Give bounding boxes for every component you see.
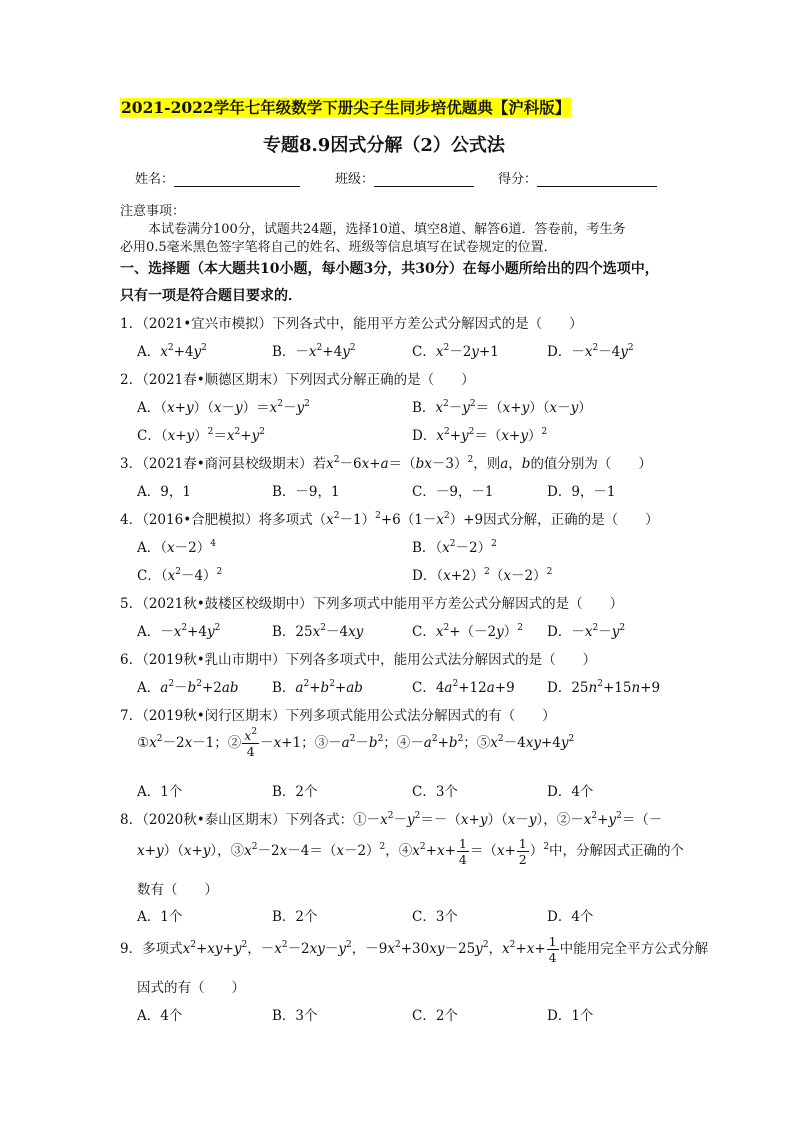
q8-option-b[interactable]: B．2个	[272, 909, 318, 925]
q3-option-c[interactable]: C．－9，－1	[412, 484, 494, 500]
fraction: $\frac{1}{2}$	[518, 836, 527, 867]
q5-option-b[interactable]: B．$25x^2-4xy$	[272, 623, 364, 640]
q5-option-d[interactable]: D．$-x^2-y^2$	[547, 623, 626, 640]
q8-option-a[interactable]: A．1个	[137, 909, 183, 925]
q9-option-b[interactable]: B．3个	[272, 1008, 318, 1024]
page-title: 专题8.9因式分解（2）公式法	[263, 135, 505, 156]
question-9-stem: 9．多项式$x^2+xy+y^2$，$-x^2-2xy-y^2$，$-9x^2+30xy-25y^2$，$x^2+x+$ $\frac{1}{4}$ 中能用完全平方公式分解	[120, 934, 709, 965]
name-label: 姓名：	[135, 172, 175, 187]
q4-option-c[interactable]: C．$(x^2-4)^2$	[137, 567, 223, 584]
question-2-stem: 2．（2021春•顺德区期末）下列因式分解正确的是（ ）	[120, 372, 475, 388]
question-7-stem: 7．（2019秋•闵行区期末）下列多项式能用公式法分解因式的有（ ）	[120, 708, 556, 724]
class-field	[335, 168, 474, 187]
q8-option-c[interactable]: C．3个	[412, 909, 458, 925]
banner-title: 2021-2022学年七年级数学下册尖子生同步培优题典【沪科版】	[121, 98, 571, 117]
notice-line-2: 必用0.5毫米黑色签字笔将自己的姓名、班级等信息填写在试卷规定的位置．	[120, 240, 557, 255]
q7-option-d[interactable]: D．4个	[547, 784, 594, 800]
name-blank[interactable]	[174, 172, 300, 187]
question-8-stem-line-1: 8．（2020秋•泰山区期末）下列各式：$①-x^2-y^2=-(x+y)(x-y)$，$②-x^2+y^2=(-$	[120, 811, 663, 828]
q7-option-c[interactable]: C．3个	[412, 784, 458, 800]
question-6-stem: 6．（2019秋•乳山市期中）下列各多项式中，能用公式法分解因式的是（ ）	[120, 652, 597, 668]
notice-heading: 注意事项：	[120, 204, 186, 219]
q9-option-c[interactable]: C．2个	[412, 1008, 458, 1024]
question-3-stem: 3．（2021春•商河县校级期末）若$x^2-6x+a=(bx-3)^2$，则a，b的值分别为（ ）	[120, 455, 652, 472]
q8-option-d[interactable]: D．4个	[547, 909, 594, 925]
q7-option-b[interactable]: B．2个	[272, 784, 318, 800]
question-1-stem: 1．（2021•宜兴市模拟）下列各式中，能用平方差公式分解因式的是（ ）	[120, 316, 583, 332]
score-label: 得分：	[498, 172, 538, 187]
q1-option-c[interactable]: C．$x^2-2y+1$	[412, 343, 499, 360]
question-4-stem: 4．（2016•合肥模拟）将多项式$(x^2-1)^2+6(1-x^2)+9$因式分解，正确的是（ ）	[120, 511, 659, 528]
q6-option-c[interactable]: C．$4a^2+12a+9$	[412, 679, 515, 696]
fraction: $\frac{x^2}{4}$	[244, 727, 258, 759]
q3-option-b[interactable]: B．－9，1	[272, 484, 340, 500]
question-9-stem-line-2: 因式的有（ ）	[137, 980, 245, 996]
q7-option-a[interactable]: A．1个	[137, 784, 183, 800]
q9-option-d[interactable]: D．1个	[547, 1008, 594, 1024]
question-5-stem: 5．（2021秋•鼓楼区校级期中）下列多项式中能用平方差公式分解因式的是（ ）	[120, 596, 624, 612]
name-field	[135, 168, 300, 187]
q3-option-d[interactable]: D．9，－1	[547, 484, 616, 500]
fraction: $\frac{1}{4}$	[548, 934, 557, 965]
q2-option-d[interactable]: D．$x^2+y^2=(x+y)^2$	[412, 427, 548, 444]
q4-option-a[interactable]: A．$(x-2)^4$	[137, 539, 216, 556]
fraction: $\frac{1}{4}$	[458, 836, 467, 867]
q5-option-a[interactable]: A．$-x^2+4y^2$	[137, 623, 221, 640]
q1-option-d[interactable]: D．$-x^2-4y^2$	[547, 343, 634, 360]
q4-option-d[interactable]: D．$(x+2)^2(x-2)^2$	[412, 567, 553, 584]
score-blank[interactable]	[537, 172, 657, 187]
q2-option-c[interactable]: C．$(x+y)^2=x^2+y^2$	[137, 427, 265, 444]
q6-option-a[interactable]: A．$a^2-b^2+2ab$	[137, 679, 239, 696]
notice-line-1: 本试卷满分100分，试题共24题，选择10道、填空8道、解答6道．答卷前，考生务	[148, 222, 626, 237]
q9-option-a[interactable]: A．4个	[137, 1008, 183, 1024]
q4-option-b[interactable]: B．$(x^2-2)^2$	[412, 539, 497, 556]
section-heading-line-2: 只有一项是符合题目要求的．	[120, 288, 302, 304]
class-blank[interactable]	[374, 172, 474, 187]
q1-option-a[interactable]: A．$x^2+4y^2$	[137, 343, 207, 360]
q6-option-d[interactable]: D．$25n^2+15n+9$	[547, 679, 661, 696]
q2-option-a[interactable]: A．$(x+y)(x-y)=x^2-y^2$	[137, 399, 310, 416]
q3-option-a[interactable]: A．9，1	[137, 484, 191, 500]
section-heading-line-1: 一、选择题（本大题共10小题，每小题3分，共30分）在每小题所给出的四个选项中，	[120, 261, 659, 277]
score-field	[498, 168, 657, 187]
q6-option-b[interactable]: B．$a^2+b^2+ab$	[272, 679, 363, 696]
q2-option-b[interactable]: B．$x^2-y^2=(x+y)(x-y)$	[412, 399, 592, 416]
q7-expressions: $①x^2-2x-1$；② $\frac{x^2}{4}$ －x+1；$③-a^2-b^2$；$④-a^2+b^2$；$⑤x^2-4xy+4y^2$	[137, 727, 575, 759]
class-label: 班级：	[335, 172, 375, 187]
q5-option-c[interactable]: C．$x^2+(-2y)^2$	[412, 623, 523, 640]
q1-option-b[interactable]: B．$-x^2+4y^2$	[272, 343, 356, 360]
question-8-stem-line-2: x+y）（x+y），$③x^2-2x-4=(x-2)^2$，$④x^2+x+$ $\frac{1}{4}$ ＝（x+ $\frac{1}{2}$ ）$^2$中，分解因式正确的个	[137, 836, 684, 867]
question-8-stem-line-3: 数有（ ）	[137, 882, 218, 898]
